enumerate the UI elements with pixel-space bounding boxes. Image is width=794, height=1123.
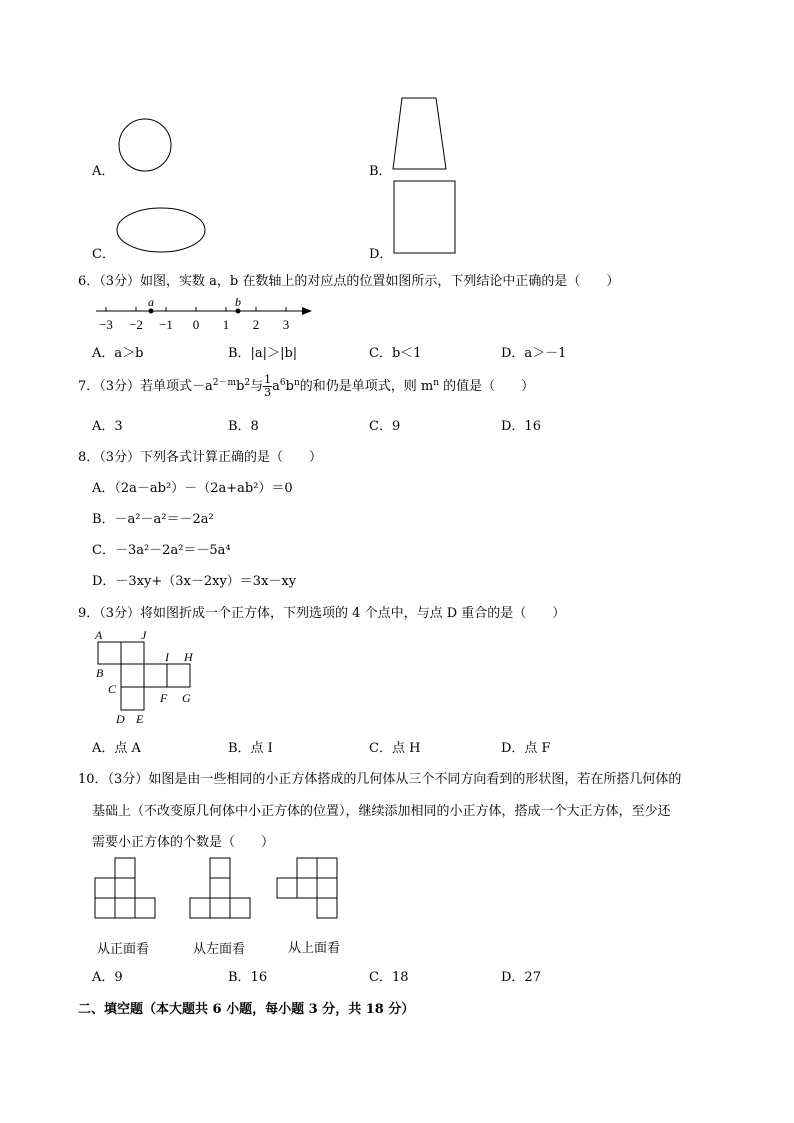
q7-option-d: D．16 — [501, 419, 541, 434]
net-label-d: D — [116, 712, 125, 726]
q8-stem: 8．（3分）下列各式计算正确的是（ ） — [78, 450, 323, 465]
axis-point-label-a: a — [148, 295, 154, 309]
axis-point-a — [149, 309, 154, 314]
q7-bn: b — [285, 379, 294, 394]
q7-option-a: A．3 — [92, 419, 123, 434]
q7-exp5: n — [433, 378, 440, 388]
q7-stem-end: 的值是（ ） — [439, 379, 535, 394]
q10-stem-line1: 10．（3分）如图是由一些相同的小正方体搭成的几何体从三个不同方向看到的形状图，若在所搭几何体的 — [78, 772, 682, 787]
net-square — [121, 664, 144, 687]
section2-title: 二、填空题（本大题共 6 小题，每小题 3 分，共 18 分） — [78, 1002, 415, 1017]
axis-point-b — [236, 309, 241, 314]
net-square — [121, 642, 144, 664]
q8-option-a: A．（2a－ab²）－（2a+ab²）＝0 — [92, 481, 293, 496]
q7-b: b — [236, 379, 245, 394]
axis-point-label-b: b — [235, 295, 241, 309]
q10-stem-line2: 基础上（不改变原几何体中小正方体的位置），继续添加相同的小正方体，搭成一个大正方体，至少还 — [92, 804, 671, 819]
q10-front-view — [95, 857, 159, 921]
axis-tick-label: −2 — [129, 317, 143, 332]
q9-cube-net — [92, 626, 212, 730]
q10-option-c: C．18 — [369, 970, 409, 985]
q5-option-c-label: C． — [92, 247, 115, 262]
q10-left-view — [190, 857, 254, 921]
q10-option-b: B．16 — [228, 970, 268, 985]
q10-view-top-label: 从上面看 — [288, 941, 341, 956]
q10-view-front-label: 从正面看 — [97, 942, 150, 957]
q6-number-line — [90, 294, 320, 338]
q7-stem-prefix: 7．（3分）若单项式－a — [78, 379, 213, 394]
q8-option-b: B．－a²－a²＝－2a² — [92, 512, 214, 527]
net-label-a: A — [95, 628, 103, 642]
q5-option-d-label: D． — [369, 247, 393, 262]
q5-option-b-label: B． — [369, 164, 392, 179]
q5-option-d-rectangle — [393, 180, 457, 256]
q7-exp4: n — [293, 378, 300, 388]
net-square — [167, 664, 190, 687]
q10-view-left-label: 从左面看 — [193, 942, 246, 957]
q7-fraction — [263, 374, 272, 399]
net-label-b: B — [96, 666, 104, 680]
q5-option-b-trapezoid — [392, 97, 452, 172]
net-label-c: C — [108, 682, 117, 696]
net-square — [144, 664, 167, 687]
q6-option-a: A．a＞b — [92, 346, 144, 361]
q6-option-d: D．a＞－1 — [501, 346, 567, 361]
q7-exp2: 2 — [244, 378, 251, 388]
net-label-f: F — [160, 691, 168, 705]
q7-frac-num: 1 — [264, 373, 272, 386]
q9-option-c: C．点 H — [369, 741, 421, 756]
q8-option-d: D．－3xy+（3x－2xy）＝3x－xy — [92, 574, 297, 589]
q10-top-view — [277, 857, 361, 921]
q5-option-a-circle — [118, 118, 174, 174]
axis-tick-label: 3 — [282, 317, 290, 332]
q9-option-b: B．点 I — [228, 741, 273, 756]
q7-stem-suffix: 的和仍是单项式，则 m — [299, 379, 434, 394]
net-square — [121, 687, 144, 710]
axis-tick-label: 0 — [192, 317, 200, 332]
q7-option-b: B．8 — [228, 419, 259, 434]
axis-tick-label: 1 — [222, 317, 230, 332]
q6-option-c: C．b＜1 — [369, 346, 422, 361]
q10-option-d: D．27 — [501, 970, 541, 985]
q7-exp3: 6 — [279, 378, 286, 388]
q6-stem: 6．（3分）如图，实数 a，b 在数轴上的对应点的位置如图所示，下列结论中正确的是（ ） — [78, 274, 620, 289]
axis-tick-label: 2 — [252, 317, 260, 332]
q6-option-b: B．|a|＞|b| — [228, 346, 298, 361]
q7-frac-den: 3 — [264, 386, 272, 399]
q9-stem: 9．（3分）将如图折成一个正方体，下列选项的 4 个点中，与点 D 重合的是（ ） — [78, 606, 566, 621]
q9-option-d: D．点 F — [501, 741, 551, 756]
axis-arrow — [302, 307, 312, 315]
q9-option-a: A．点 A — [92, 741, 141, 756]
q10-option-a: A．9 — [92, 970, 123, 985]
q5-option-a-label: A． — [92, 164, 115, 179]
q5-option-c-ellipse — [116, 207, 208, 255]
q7-option-c: C．9 — [369, 419, 401, 434]
q10-stem-line3: 需要小正方体的个数是（ ） — [92, 835, 275, 850]
net-label-h: H — [184, 650, 193, 664]
axis-tick-label: −1 — [159, 317, 173, 332]
net-label-j: J — [141, 628, 147, 642]
axis-tick-label: −3 — [99, 317, 113, 332]
q8-option-c: C．－3a²－2a²＝－5a⁴ — [92, 543, 231, 558]
q7-exp1: 2－m — [212, 378, 237, 388]
net-label-e: E — [136, 712, 144, 726]
q7-a6: a — [272, 379, 280, 394]
q7-stem — [78, 374, 534, 399]
net-label-g: G — [182, 691, 191, 705]
q7-stem-mid: 与 — [250, 379, 264, 394]
net-square — [98, 642, 121, 664]
net-label-i: I — [165, 650, 169, 664]
